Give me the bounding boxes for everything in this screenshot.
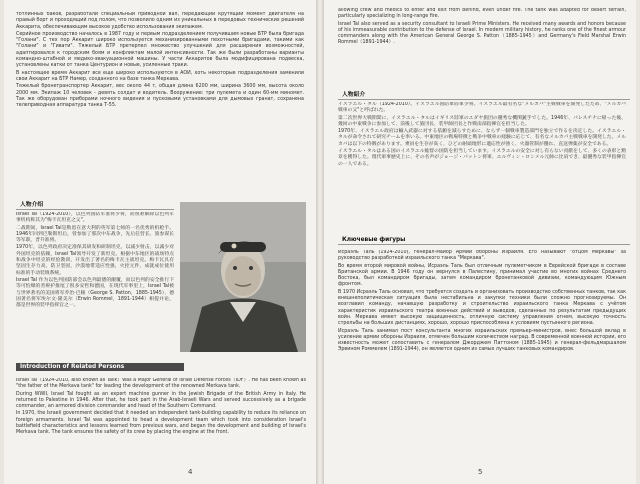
paragraph: 二战期间，Israel Tal是勒恩在意大利的英军第七师的一名优秀的机枪手。1946年回到巴勒斯坦后，曾参加了那次中东战争，先后任营长、旅参谋长等军职，晋升准将。 <box>16 225 174 244</box>
english-bio-block <box>16 378 306 468</box>
section-heading: 人物介绍 <box>16 198 174 210</box>
paragraph: イスラエル・タル（1924-2010）。イスラエル国防軍陸軍少将。イスラエル最有名な"メルカバ"主戦戦車を開発したため、"メルカバ戦車の父"と呼ばれた。 <box>338 102 626 114</box>
section-heading: Ключевые фигуры <box>338 236 630 245</box>
paragraph: тотлинных баков, разработали специальный приводной вал, передающий крутящий момент двигателя на правый борт и проходящий под полом, что позволило одним из уникальных в передовых технических решений Аккарита, обеспечивающим высокое удобство использования экипажем. <box>16 12 304 30</box>
section-heading: 人物紹介 <box>338 88 630 100</box>
russian-text-block <box>16 12 304 140</box>
paragraph: Исраэль Таль (1924-2010), генерал-майор Армии обороны Израиля. Его называют "отцом Меркавы" за руководство разработкой израильского танка "Меркава". <box>338 250 626 262</box>
paragraph: Серийное производство началось в 1987 году и первым подразделением получившим новые БТР была бригада "Голани". С тех пор Аккарит широко используется механизированными пехотными бригадами, такими как "Голани" и "Гивати". Тяжелый БТР претерпел множество улучшений для расширения возможностей, адаптировался к городским боям и конфликтам малой интенсивности. Так же были разработаны варианты командно-штабной и медико-эвакуационной машины. У части Аккаритов была модифицирована подвеска, установлены катки от танка Центурион и новые, усиленные траки. <box>16 31 304 69</box>
book-gutter <box>316 0 324 484</box>
paragraph: Исраэль Таль занимал пост консультанта многих израильских премьер-министров, внес большой вклад в усиление армии обороны Израиля, отмечен большим количеством наград. В современной военной истории, его известность может сопоставить с генералом Джорджем Паттоном (1885-1945) и генерал-фельдмаршалом Эрвином Роммелем (1891-1944), он является одним из самых лучших танковых командиров. <box>338 328 626 353</box>
page-number: 4 <box>188 468 193 476</box>
portrait-image <box>180 202 306 352</box>
page-number: 5 <box>478 468 483 476</box>
left-page <box>4 0 316 484</box>
russian-bio-block <box>338 250 626 462</box>
paragraph: In 1970, the Israeli government decided that it needed an independent tank-building capability to reduce its reliance on foreign armaments. Israel Tal was appointed to head a development team which took into consideration Israel's battlefield characteristics and lessons learned from previous wars, and began the development and building of Israel's Merkava tank. The tank ensures the safety of its crew by placing the engine at the front. <box>16 411 306 436</box>
paragraph: Israel Tal also served as a security consultant to Israeli Prime Ministers. He received many awards and honors because of his immeasurable contribution to the defense of Israel. In modern military history, he ranks one of the finest armour commanders along with the American General George S. Patton（1885-1945）and Germany's Field Marshal Erwin Rommel（1891-1944）. <box>338 21 626 46</box>
paragraph: Во время второй мировой войны, Исраэль Таль был отличным пулеметчиком в Еврейской бригаде в составе Британской армии. В 1946 году он вернулся в Палестину, принимал участие во многих войнах Среднего Востока, был командиром бригады, затем командиром бронетанковой дивизии, командующим Южным фронтом. <box>338 263 626 288</box>
paragraph: 1970年、イスラエル政府は輸入武器に対する依頼を減らすために、ならず一個戦車製造部門を独立で作るを決定した。イスラエル・タルが命令されて研究チームを率いる。中東地区の戦場特徴と戦争中戦車の経験に応じて、有名なメルカバ主戦戦車を開発した。メルカバは以下の特徴があります。乗員を生存が高く、ひどの耐頑地形に適応性が強く、火器管制が優れ、直送弾薬が安全である。 <box>338 129 626 147</box>
paragraph: Israel Tal 作为以色列国防部会以色列最德的颠覆，而以色列的安全推行下等可怕爆的善辩护推尾了很多安哲和德国，在现代军事里上，Israel Tal被与世界著名的美国将军乔治·巴顿（George S. Patton，1885-1945）、德国著名将军埃尔文·隆美尔（Erwin Rommel，1891-1944）相提并论，都是世界的装甲指挥官之一。 <box>16 277 174 309</box>
english-continued-block <box>338 8 626 78</box>
paragraph: Israel Tal（1924-2010），以色列国防军准将少将，而很难解除以色列军事机构称其为"梅卡瓦坦克之父"。 <box>16 212 174 224</box>
paragraph: Israel Tal（1924-2010, also known as Talik）was a Major General of Israel Defense Forces（IDF）. He has been known as "the father of the Merkava tank" for leading the development of the renowned Merkava tank. <box>16 378 306 390</box>
related-persons-heading: Introduction of Related Persons <box>16 363 184 371</box>
paragraph: イスラエル・タルはある国のイスラエル総督の国防を担当しています。イスラエルの安全に対し有らない貢献をして、多くの表彰と勲章を獲得した。現代軍事歴史上に、その名声がジョージ・パットン将軍、エルヴィン・ロンメル元帥に比肩でき、最優秀な装甲指揮官の一人である。 <box>338 149 626 167</box>
paragraph: 1970年，以色列政府决定准保其研发和研制坦克，以减少射击，以减少对外国坦克的依赖，Israel Tal领导开发了新坦克。根据中东地区的战场特点和战争中坦克的经验教训，开发出了著名的梅卡瓦主战坦克。梅卡瓦具有坚固生存力高，防卫坚固，沙漠地带适应性强，火控元件，成就成位使用标准的手动装填系统。 <box>16 245 174 276</box>
chinese-bio-block <box>16 212 174 357</box>
japanese-bio-block <box>338 102 626 226</box>
paragraph: Тяжелый бронетранспортер Аккарит, вес около 44 т, общая длина 6200 мм, ширина 3600 мм, высота около 2000 мм. Экипаж 10 человек - девять солдат и водитель. Вооружение: три пулемета и один 60-мм миномет. Так же оборудован приборами ночного видения и пусковыми установками для дымовых гранат, сохранена телеприводная аппаратура танка Т-55. <box>16 84 304 109</box>
paragraph: 第二次世界大戦期間に、イスラエル・タルはイギリス陸軍のユダヤ旅団の優秀な機関銃手でした。1946年、パレスチナに帰った後、幾回の中東戦争に参加して、前後して旅団長、装甲師団長と作戦南部指揮官を担当した。 <box>338 115 626 127</box>
paragraph: allowing crew and medics to enter and exit from behind, even under fire. The tank was adapted for desert terrain, particularly specializing in long-range fire. <box>338 8 626 20</box>
paragraph: В 1970 Исраэль Таль основал, что требуется создать и организовать производство собственных танков, так как внешнеполитическая ситуация была нестабильна и закупки техники были сложно прогнозируемы. Он возглавил команду, начавшую разработку и строительство израильского танка Меркава с учётом характеристик израильского театра военных действий и выводов, сделанных по результатам предыдущих войн. Меркава имеет высокую защищенность, отличную систему управления огнем, высокую точность стрельбы на больших дистанциях, хорошо, хорошо приспособлена к условиям пустынного региона. <box>338 289 626 327</box>
paragraph: During WWII, Israel Tal fought as an expert machine gunner in the Jewish Brigade of the British Army in Italy. He returned to Palestine in 1946. After that, he took part in the Arab-Israeli Wars and served successively as a brigade commander, an armored division commander and head of the Southern Command. <box>16 391 306 410</box>
paragraph: В настоящее время Аккарит все еще широко используются в АОИ, хоть некоторые подразделения заменили свои Аккарит на БТР Намер, созданного на базе танка Меркава. <box>16 70 304 82</box>
portrait-photo <box>180 202 306 352</box>
right-page <box>324 0 636 484</box>
